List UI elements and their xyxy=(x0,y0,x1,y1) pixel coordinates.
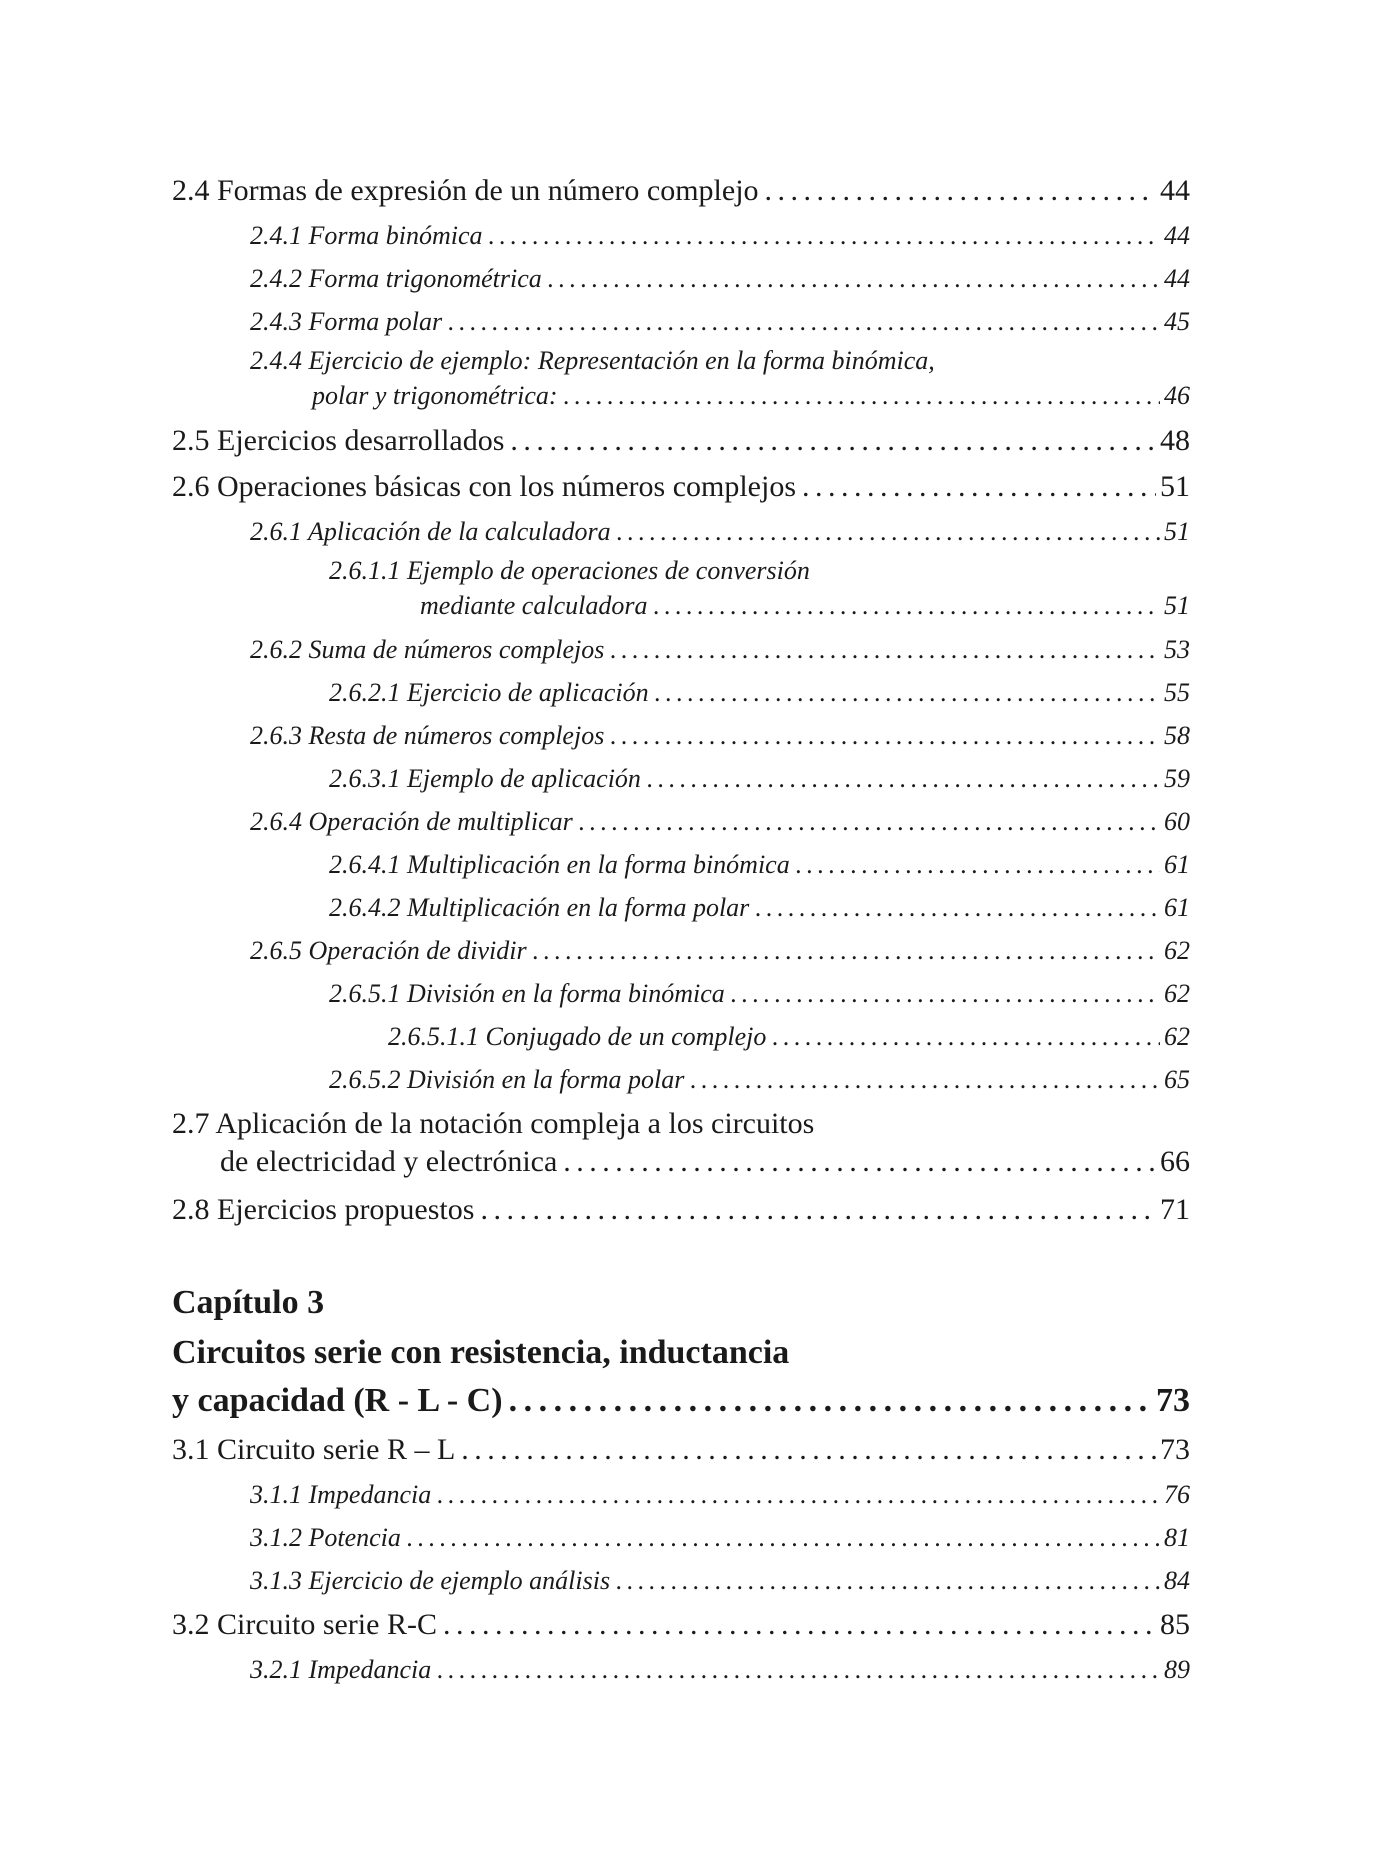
toc-entry-page: 44 xyxy=(1164,221,1190,250)
table-of-contents xyxy=(172,168,1190,1691)
toc-entry-title: 3.1.2 Potencia xyxy=(250,1523,401,1552)
dot-leader xyxy=(617,510,1160,553)
dot-leader xyxy=(796,843,1160,886)
toc-entry xyxy=(172,464,1190,510)
toc-entry xyxy=(172,257,1190,300)
dot-leader xyxy=(563,1143,1156,1181)
toc-entry xyxy=(172,168,1190,214)
toc-entry xyxy=(172,214,1190,257)
toc-entry-title: 2.7 Aplicación de la notación compleja a los circuitos xyxy=(172,1107,815,1140)
dot-leader xyxy=(510,418,1156,464)
toc-entry-page: 51 xyxy=(1164,517,1190,546)
dot-leader xyxy=(564,378,1160,413)
toc-entry-line xyxy=(172,553,1190,588)
toc-entry-title: 2.4.1 Forma binómica xyxy=(250,221,483,250)
toc-entry-title: 3.2 Circuito serie R-C xyxy=(172,1608,437,1641)
dot-leader xyxy=(489,214,1160,257)
toc-entry xyxy=(172,510,1190,553)
toc-entry xyxy=(172,843,1190,886)
toc-entry-page: 46 xyxy=(1164,381,1190,410)
dot-leader xyxy=(461,1427,1156,1473)
chapter-entry xyxy=(172,1377,1190,1427)
toc-entry xyxy=(172,418,1190,464)
toc-entry-page: 48 xyxy=(1160,424,1190,457)
toc-entry-page: 53 xyxy=(1164,635,1190,664)
toc-entry-page: 51 xyxy=(1164,591,1190,620)
toc-entry-page: 44 xyxy=(1160,174,1190,207)
dot-leader xyxy=(548,257,1160,300)
toc-entry-line xyxy=(172,1105,1190,1143)
toc-entry-title: 3.1.3 Ejercicio de ejemplo análisis xyxy=(250,1566,611,1595)
dot-leader xyxy=(653,588,1160,623)
toc-entry xyxy=(172,1187,1190,1233)
toc-entry-title: 3.1 Circuito serie R – L xyxy=(172,1433,456,1466)
toc-entry-title: 3.1.1 Impedancia xyxy=(250,1480,432,1509)
toc-entry xyxy=(172,757,1190,800)
toc-entry xyxy=(172,972,1190,1015)
toc-entry-title: 2.6.4.2 Multiplicación en la forma polar xyxy=(329,893,750,922)
toc-entry xyxy=(172,588,1190,628)
toc-entry xyxy=(172,671,1190,714)
chapter-page: 73 xyxy=(1156,1382,1190,1419)
toc-entry xyxy=(172,300,1190,343)
toc-entry-page: 71 xyxy=(1160,1193,1190,1226)
toc-entry-title-cont: polar y trigonométrica: xyxy=(312,381,558,410)
toc-entry-page: 59 xyxy=(1164,764,1190,793)
toc-entry-page: 58 xyxy=(1164,721,1190,750)
dot-leader xyxy=(647,757,1160,800)
toc-entry-title: 2.6.5 Operación de dividir xyxy=(250,936,527,965)
dot-leader xyxy=(437,1473,1160,1516)
toc-entry-line xyxy=(172,343,1190,378)
toc-entry-title: 2.6.4 Operación de multiplicar xyxy=(250,807,573,836)
toc-entry xyxy=(172,1516,1190,1559)
dot-leader xyxy=(690,1058,1160,1101)
toc-entry-title-cont: de electricidad y electrónica xyxy=(220,1145,558,1178)
toc-entry-title: 2.6.5.1.1 Conjugado de un complejo xyxy=(388,1022,767,1051)
dot-leader xyxy=(509,1377,1152,1425)
toc-entry-page: 61 xyxy=(1164,893,1190,922)
toc-entry xyxy=(172,800,1190,843)
chapter-title-cont: y capacidad (R - L - C) xyxy=(172,1382,503,1419)
toc-entry xyxy=(172,929,1190,972)
dot-leader xyxy=(480,1187,1156,1233)
toc-entry-page: 85 xyxy=(1160,1608,1190,1641)
dot-leader xyxy=(533,929,1160,972)
toc-entry-title: 2.4 Formas de expresión de un número complejo xyxy=(172,174,759,207)
toc-entry-title: 2.6.5.1 División en la forma binómica xyxy=(329,979,725,1008)
toc-entry xyxy=(172,1143,1190,1187)
toc-entry xyxy=(172,1427,1190,1473)
toc-entry xyxy=(172,1015,1190,1058)
toc-entry-page: 61 xyxy=(1164,850,1190,879)
toc-entry-page: 81 xyxy=(1164,1523,1190,1552)
toc-entry xyxy=(172,1559,1190,1602)
toc-entry-title-cont: mediante calculadora xyxy=(420,591,648,620)
dot-leader xyxy=(802,464,1156,510)
toc-entry-title: 2.6 Operaciones básicas con los números complejos xyxy=(172,470,797,503)
toc-entry-title: 2.6.5.2 División en la forma polar xyxy=(329,1065,685,1094)
toc-entry-page: 89 xyxy=(1164,1655,1190,1684)
toc-entry xyxy=(172,714,1190,757)
dot-leader xyxy=(616,1559,1160,1602)
toc-entry-title: 2.4.4 Ejercicio de ejemplo: Representación en la forma binómica, xyxy=(250,346,935,375)
toc-entry xyxy=(172,378,1190,418)
toc-entry-page: 62 xyxy=(1164,979,1190,1008)
toc-entry xyxy=(172,1058,1190,1101)
toc-entry-page: 55 xyxy=(1164,678,1190,707)
toc-entry-page: 60 xyxy=(1164,807,1190,836)
chapter-title: Circuitos serie con resistencia, inductancia xyxy=(172,1334,790,1371)
toc-entry-page: 62 xyxy=(1164,936,1190,965)
dot-leader xyxy=(437,1648,1160,1691)
toc-entry-page: 66 xyxy=(1160,1145,1190,1178)
dot-leader xyxy=(655,671,1160,714)
toc-entry xyxy=(172,1473,1190,1516)
toc-entry-title: 2.5 Ejercicios desarrollados xyxy=(172,424,505,457)
toc-entry-title: 2.6.3 Resta de números complejos xyxy=(250,721,605,750)
toc-entry-title: 2.6.4.1 Multiplicación en la forma binómica xyxy=(329,850,790,879)
toc-entry-title: 3.2.1 Impedancia xyxy=(250,1655,432,1684)
toc-entry-page: 44 xyxy=(1164,264,1190,293)
toc-entry-page: 62 xyxy=(1164,1022,1190,1051)
dot-leader xyxy=(407,1516,1160,1559)
toc-entry-title: 2.4.2 Forma trigonométrica xyxy=(250,264,542,293)
toc-entry-page: 76 xyxy=(1164,1480,1190,1509)
chapter-label: Capítulo 3 xyxy=(172,1284,325,1321)
toc-entry-page: 51 xyxy=(1160,470,1190,503)
toc-entry-page: 84 xyxy=(1164,1566,1190,1595)
dot-leader xyxy=(755,886,1160,929)
dot-leader xyxy=(610,714,1160,757)
toc-entry xyxy=(172,628,1190,671)
toc-entry-title: 2.8 Ejercicios propuestos xyxy=(172,1193,475,1226)
toc-entry-title: 2.6.2.1 Ejercicio de aplicación xyxy=(329,678,649,707)
toc-entry-title: 2.6.1 Aplicación de la calculadora xyxy=(250,517,611,546)
chapter-title-line xyxy=(172,1329,1190,1377)
toc-entry-title: 2.6.1.1 Ejemplo de operaciones de conversión xyxy=(329,556,810,585)
dot-leader xyxy=(772,1015,1160,1058)
toc-entry-title: 2.6.3.1 Ejemplo de aplicación xyxy=(329,764,641,793)
dot-leader xyxy=(448,300,1160,343)
dot-leader xyxy=(579,800,1160,843)
dot-leader xyxy=(610,628,1160,671)
toc-entry-title: 2.4.3 Forma polar xyxy=(250,307,443,336)
dot-leader xyxy=(731,972,1160,1015)
dot-leader xyxy=(443,1602,1156,1648)
dot-leader xyxy=(765,168,1156,214)
toc-entry xyxy=(172,886,1190,929)
toc-entry-title: 2.6.2 Suma de números complejos xyxy=(250,635,605,664)
toc-entry xyxy=(172,1602,1190,1648)
toc-entry-page: 45 xyxy=(1164,307,1190,336)
toc-entry xyxy=(172,1648,1190,1691)
toc-entry-page: 65 xyxy=(1164,1065,1190,1094)
toc-entry-page: 73 xyxy=(1160,1433,1190,1466)
